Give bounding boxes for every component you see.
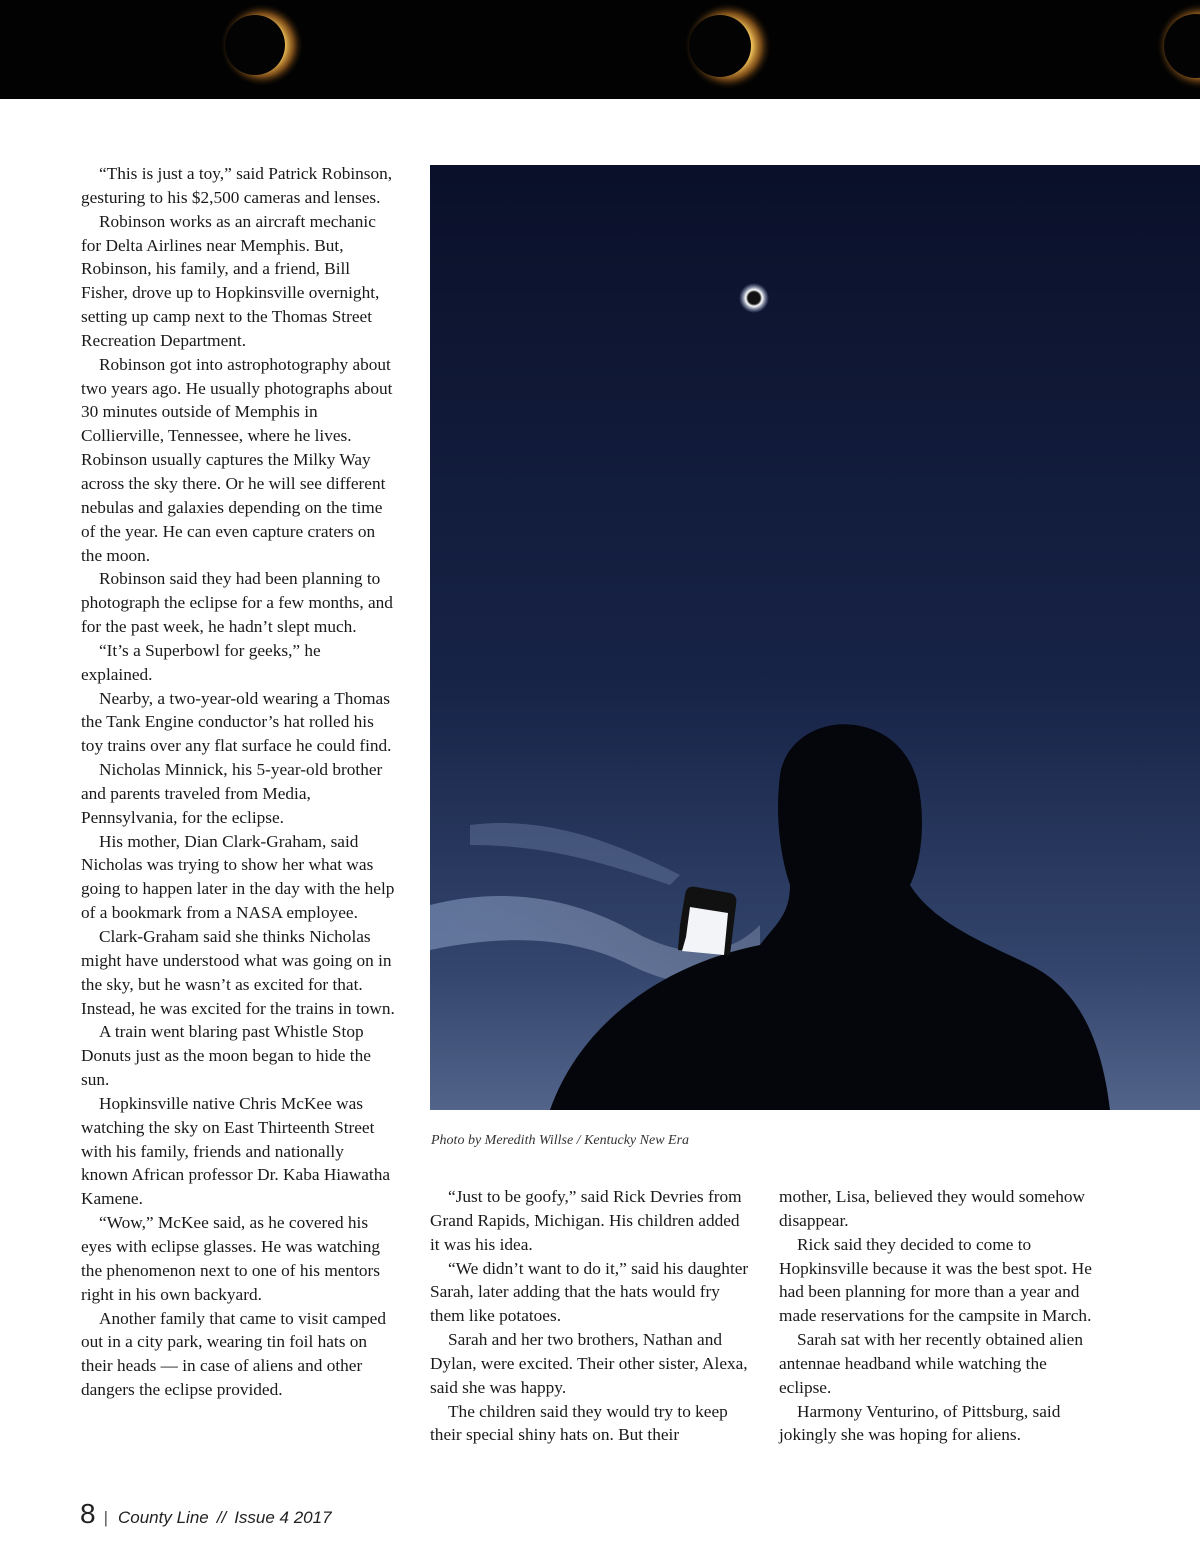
article-paragraph: Another family that came to visit camped out in a city park, wearing tin foil hats on their heads — in case of aliens and other dangers the eclipse provided. bbox=[81, 1308, 386, 1400]
phone-screen bbox=[678, 887, 736, 955]
issue-separator: // bbox=[216, 1508, 227, 1527]
article-paragraph: The children said they would try to keep their special shiny hats on. But their bbox=[430, 1401, 728, 1445]
eclipse-ring-1 bbox=[220, 3, 304, 87]
article-paragraph: Robinson got into astrophotography about two years ago. He usually photographs about 30 minutes outside of Memphis in Collierville, Tennessee, where he lives. Robinson usually captures the Milky Way across the sky there. Or he will see different nebulas and galaxies depending on the time of the year. He can even capture craters on the moon. bbox=[81, 354, 393, 565]
eclipse-ring-2 bbox=[684, 2, 772, 90]
article-column-left bbox=[81, 162, 395, 1402]
article-paragraph: A train went blaring past Whistle Stop Donuts just as the moon began to hide the sun. bbox=[81, 1022, 371, 1090]
article-paragraph: “It’s a Superbowl for geeks,” he explained. bbox=[81, 640, 321, 684]
article-paragraph: Harmony Venturino, of Pittsburg, said jokingly she was hoping for aliens. bbox=[779, 1401, 1061, 1445]
page-number: 8 bbox=[80, 1498, 96, 1529]
article-paragraph: Sarah sat with her recently obtained alien antennae headband while watching the eclipse. bbox=[779, 1330, 1083, 1397]
article-paragraph: His mother, Dian Clark-Graham, said Nicholas was trying to show her what was going to happen later in the day with the help of a bookmark from a NASA employee. bbox=[81, 831, 395, 923]
eclipse-photo bbox=[430, 165, 1200, 1110]
article-column-right bbox=[779, 1185, 1099, 1447]
page-footer bbox=[80, 1500, 332, 1528]
article-paragraph: mother, Lisa, believed they would somehow disappear. bbox=[779, 1187, 1085, 1230]
article-paragraph: “Just to be goofy,” said Rick Devries from Grand Rapids, Michigan. His children added it was his idea. bbox=[430, 1187, 742, 1254]
eclipse-ring-3 bbox=[1156, 2, 1200, 90]
article-paragraph: “Wow,” McKee said, as he covered his eyes with eclipse glasses. He was watching the phenomenon next to one of his mentors right in his own backyard. bbox=[81, 1213, 381, 1304]
article-paragraph: Rick said they decided to come to Hopkinsville because it was the best spot. He had been planning for more than a year and made reservations for the campsite in March. bbox=[779, 1234, 1092, 1326]
eclipse-banner bbox=[0, 0, 1200, 99]
footer-separator: | bbox=[103, 1508, 108, 1527]
publication-name: County Line bbox=[118, 1508, 209, 1527]
eclipsed-sun bbox=[739, 283, 769, 313]
photo-caption: Photo by Meredith Willse / Kentucky New Era bbox=[431, 1133, 690, 1148]
issue-label: Issue 4 2017 bbox=[234, 1508, 332, 1527]
article-paragraph: Nearby, a two-year-old wearing a Thomas the Tank Engine conductor’s hat rolled his toy trains over any flat surface he could find. bbox=[81, 688, 392, 756]
eclipse-photo-art bbox=[430, 165, 1200, 1110]
article-paragraph: Robinson said they had been planning to photograph the eclipse for a few months, and for the past week, he hadn’t slept much. bbox=[81, 569, 393, 637]
article-paragraph: Nicholas Minnick, his 5-year-old brother and parents traveled from Media, Pennsylvania, for the eclipse. bbox=[81, 760, 383, 827]
article-column-middle bbox=[430, 1185, 750, 1447]
article-paragraph: Clark-Graham said she thinks Nicholas might have understood what was going on in the sky, but he wasn’t as excited for that. Instead, he was excited for the trains in town. bbox=[81, 927, 395, 1018]
article-paragraph: Sarah and her two brothers, Nathan and Dylan, were excited. Their other sister, Alexa, said she was happy. bbox=[430, 1330, 748, 1397]
article-paragraph: “We didn’t want to do it,” said his daughter Sarah, later adding that the hats would fry them like potatoes. bbox=[430, 1258, 749, 1326]
article-paragraph: “This is just a toy,” said Patrick Robinson, gesturing to his $2,500 cameras and lenses. bbox=[81, 164, 393, 207]
article-paragraph: Hopkinsville native Chris McKee was watching the sky on East Thirteenth Street with his family, friends and nationally known African professor Dr. Kaba Hiawatha Kamene. bbox=[81, 1093, 391, 1209]
eclipse-banner-art bbox=[0, 0, 1200, 99]
article-paragraph: Robinson works as an aircraft mechanic for Delta Airlines near Memphis. But, Robinson, his family, and a friend, Bill Fisher, drove up to Hopkinsville overnight, setting up camp next to the Thomas Street Recreation Department. bbox=[81, 211, 380, 350]
